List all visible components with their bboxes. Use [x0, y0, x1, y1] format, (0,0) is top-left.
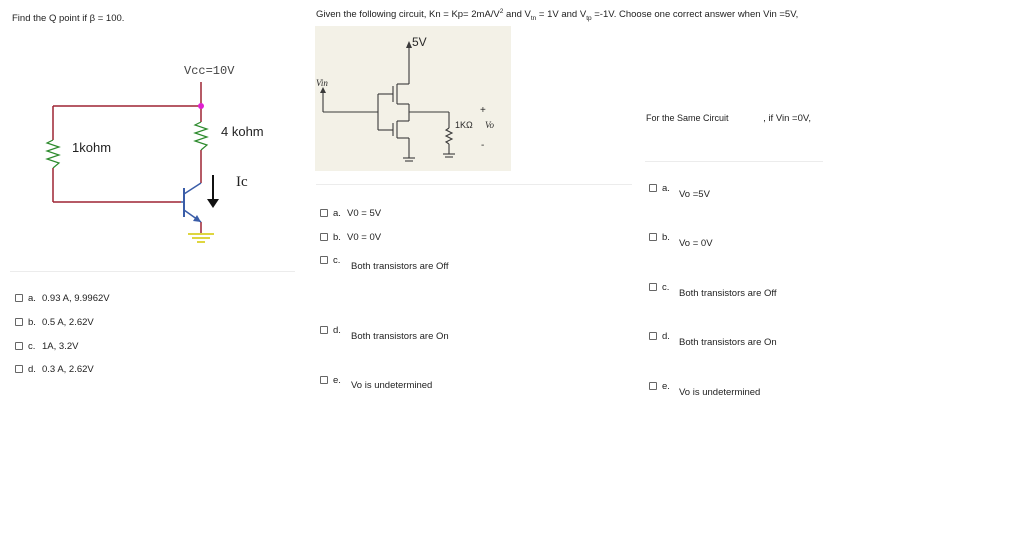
photo-load-label: 1KΩ	[455, 120, 473, 130]
q2-text-subscript-tn: tn	[530, 15, 537, 23]
q2-text-and: and V	[503, 9, 531, 21]
q3-option-letter: a.	[662, 183, 670, 194]
q3-option-d[interactable]	[649, 331, 777, 348]
q3-option-letter: d.	[662, 331, 670, 342]
q2-option-letter: e.	[333, 375, 341, 386]
q3-option-text: Both transistors are On	[679, 337, 777, 348]
q2-option-e[interactable]	[320, 375, 432, 391]
q2-option-letter: c.	[333, 255, 341, 266]
q3-option-letter: c.	[662, 282, 670, 293]
resistor-1kohm-label: 1kohm	[72, 140, 112, 155]
node-dot	[198, 103, 204, 109]
q3-option-c-checkbox[interactable]	[649, 283, 657, 291]
q3-option-a-checkbox[interactable]	[649, 184, 657, 192]
q2-option-text: Vo is undetermined	[351, 380, 433, 391]
q2-option-a[interactable]	[320, 208, 381, 219]
q3-text-b: , if Vin =0V,	[763, 113, 811, 124]
handwritten-circuit-lines	[323, 46, 455, 161]
photo-minus-label: -	[481, 140, 485, 151]
q2-option-text: Both transistors are Off	[351, 261, 449, 272]
photo-supply-label: 5V	[412, 35, 427, 49]
q3-divider	[645, 161, 823, 162]
q1-bjt-circuit-diagram	[0, 55, 300, 255]
q1-divider	[10, 271, 295, 272]
q2-option-b[interactable]	[320, 232, 381, 243]
q1-option-a[interactable]	[15, 293, 110, 304]
q1-option-letter: b.	[28, 317, 36, 328]
q3-option-text: Vo is undetermined	[679, 387, 761, 398]
q1-option-text: 1A, 3.2V	[42, 341, 79, 352]
npn-transistor-symbol	[181, 183, 201, 222]
q1-option-text: 0.5 A, 2.62V	[42, 317, 94, 328]
q3-option-text: Both transistors are Off	[679, 288, 777, 299]
q2-text-mid: = 1V and V	[536, 9, 587, 21]
q3-option-text: Vo = 0V	[679, 238, 713, 249]
circuit-wires	[53, 82, 201, 233]
photo-vin-label: Vin	[316, 78, 328, 88]
q3-option-b[interactable]	[649, 232, 713, 249]
q1-option-c[interactable]	[15, 341, 78, 352]
q2-option-letter: d.	[333, 325, 341, 336]
q3-option-b-checkbox[interactable]	[649, 233, 657, 241]
q2-option-letter: b.	[333, 232, 341, 243]
resistor-1kohm	[47, 140, 59, 168]
q1-option-a-checkbox[interactable]	[15, 294, 23, 302]
q2-option-d-checkbox[interactable]	[320, 326, 328, 334]
ic-label: Ic	[236, 174, 248, 190]
q2-option-c[interactable]	[320, 255, 449, 272]
q2-option-text: Both transistors are On	[351, 331, 449, 342]
q2-text-main: Given the following circuit, Kn = Kp= 2mA/V	[316, 9, 500, 21]
q1-option-d-checkbox[interactable]	[15, 365, 23, 373]
ground-icon	[188, 234, 214, 242]
resistor-4kohm	[195, 122, 207, 150]
q1-option-letter: c.	[28, 341, 36, 352]
q1-option-b-checkbox[interactable]	[15, 318, 23, 326]
q2-text-subscript-tp: tp	[586, 15, 592, 23]
q1-option-text: 0.3 A, 2.62V	[42, 364, 94, 375]
q3-text-a: For the Same Circuit	[646, 113, 729, 123]
q3-option-e-checkbox[interactable]	[649, 382, 657, 390]
q3-option-e[interactable]	[649, 381, 760, 398]
q1-option-d[interactable]	[15, 364, 94, 375]
q1-option-text: 0.93 A, 9.9962V	[42, 293, 110, 304]
q2-text-end: =-1V. Choose one correct answer when Vin =5V,	[591, 9, 799, 21]
q1-question-text: Find the Q point if β = 100.	[12, 13, 125, 24]
vcc-label: Vcc=10V	[184, 64, 235, 78]
q3-option-letter: e.	[662, 381, 670, 392]
q2-text-superscript: 2	[499, 8, 504, 15]
q2-option-d[interactable]	[320, 325, 449, 342]
q2-option-text: V0 = 5V	[347, 208, 382, 219]
q3-option-c[interactable]	[649, 282, 777, 299]
q2-option-b-checkbox[interactable]	[320, 233, 328, 241]
q2-option-a-checkbox[interactable]	[320, 209, 328, 217]
q3-option-text: Vo =5V	[679, 189, 710, 200]
q1-option-c-checkbox[interactable]	[15, 342, 23, 350]
photo-vout-label: Vo	[485, 120, 494, 130]
q1-option-letter: d.	[28, 364, 36, 375]
q2-option-text: V0 = 0V	[347, 232, 382, 243]
q3-option-a[interactable]	[649, 183, 710, 200]
q3-option-d-checkbox[interactable]	[649, 332, 657, 340]
photo-plus-label: +	[480, 105, 486, 116]
q2-question-text	[316, 8, 798, 22]
q3-option-letter: b.	[662, 232, 670, 243]
q2-cmos-circuit-photo	[315, 26, 511, 171]
q2-option-e-checkbox[interactable]	[320, 376, 328, 384]
q1-option-letter: a.	[28, 293, 36, 304]
q3-question-text	[646, 113, 811, 124]
resistor-4kohm-label: 4 kohm	[221, 124, 264, 139]
q2-divider	[316, 184, 632, 185]
q2-option-c-checkbox[interactable]	[320, 256, 328, 264]
q2-option-letter: a.	[333, 208, 341, 219]
ic-current-arrow-icon	[207, 175, 219, 208]
q1-option-b[interactable]	[15, 317, 94, 328]
